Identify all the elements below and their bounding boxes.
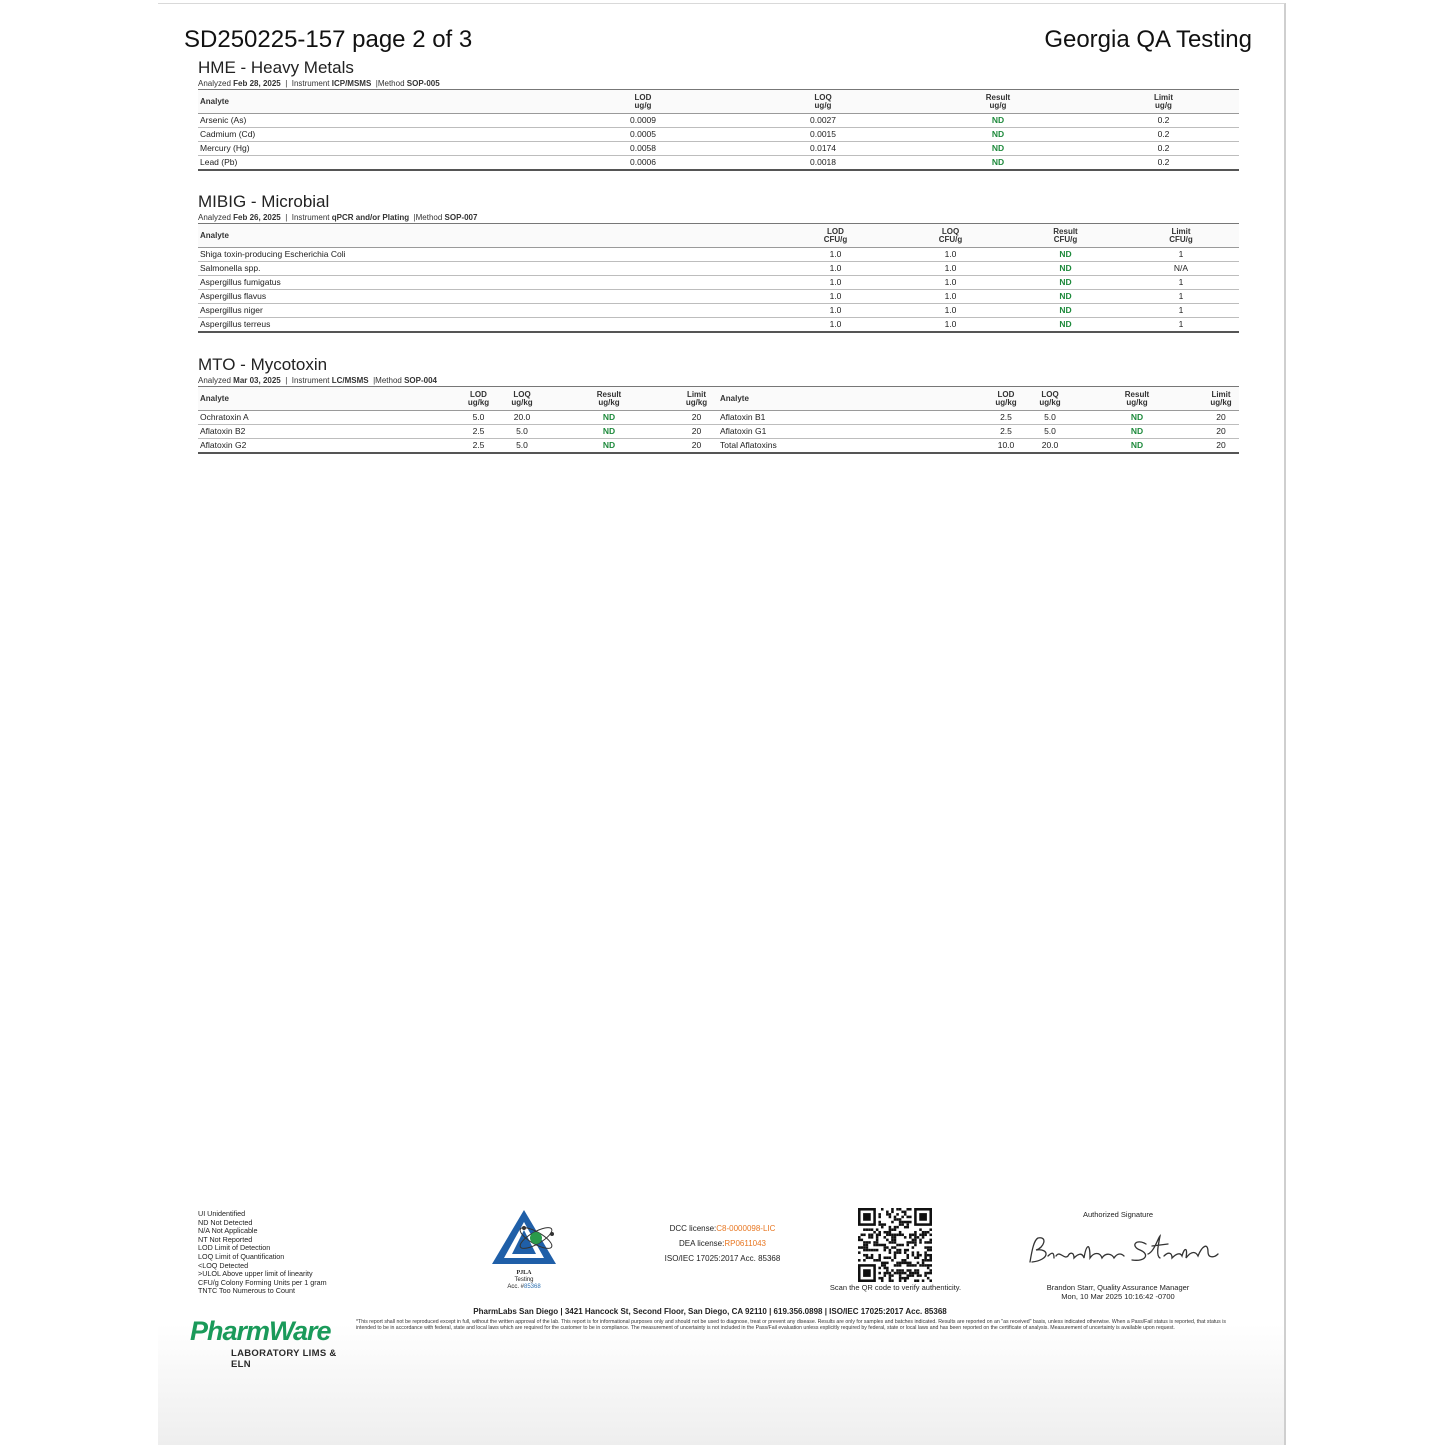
analyte-cell: Total Aflatoxins bbox=[718, 439, 983, 454]
section-meta: Analyzed Feb 28, 2025 | Instrument ICP/MSMS |Method SOP-005 bbox=[198, 79, 440, 88]
mycotoxin-table bbox=[198, 386, 1239, 454]
loq-cell: 1.0 bbox=[893, 304, 1008, 318]
loq-cell: 1.0 bbox=[893, 290, 1008, 304]
lod-cell: 2.5 bbox=[456, 425, 501, 439]
abbreviation-item: >ULOL Above upper limit of linearity bbox=[198, 1269, 313, 1279]
result-cell: ND bbox=[1008, 276, 1123, 290]
result-cell: ND bbox=[1071, 411, 1203, 425]
loq-cell: 5.0 bbox=[501, 425, 543, 439]
col-result: Result ug/kg bbox=[543, 387, 675, 411]
signature-label: Authorized Signature bbox=[1082, 1210, 1154, 1219]
limit-cell: 1 bbox=[1123, 290, 1239, 304]
instrument-label: Instrument bbox=[291, 376, 330, 385]
analyte-cell: Aspergillus flavus bbox=[198, 290, 778, 304]
method-value: SOP-007 bbox=[444, 213, 478, 222]
heavy-metals-table bbox=[198, 89, 1239, 171]
method-label: Method bbox=[415, 213, 443, 222]
iso-accreditation: ISO/IEC 17025:2017 Acc. 85368 bbox=[664, 1254, 781, 1263]
table-row bbox=[198, 439, 1239, 454]
pharmware-logo-subtitle: LABORATORY LIMS & ELN bbox=[231, 1348, 337, 1370]
lod-cell: 10.0 bbox=[983, 439, 1029, 454]
result-cell: ND bbox=[1008, 318, 1123, 333]
result-cell: ND bbox=[1071, 425, 1203, 439]
col-lod: LOD CFU/g bbox=[778, 224, 893, 248]
instrument-value: ICP/MSMS bbox=[331, 79, 372, 88]
lod-cell: 0.0009 bbox=[548, 114, 738, 128]
abbreviation-item: CFU/g Colony Forming Units per 1 gram bbox=[198, 1277, 327, 1287]
section-heavy-metals bbox=[198, 58, 1239, 171]
lab-address: PharmLabs San Diego | 3421 Hancock St, Second Floor, San Diego, CA 92110 | 619.356.0898 | ISO/IEC 17025:2017 Acc. 85368 bbox=[473, 1307, 947, 1316]
limit-cell: 20 bbox=[675, 439, 718, 454]
abbreviation-item: UI Unidentified bbox=[198, 1209, 246, 1218]
section-title: HME - Heavy Metals bbox=[198, 58, 354, 77]
col-limit: Limit ug/g bbox=[1088, 90, 1239, 114]
loq-cell: 0.0015 bbox=[738, 128, 908, 142]
lod-cell: 0.0005 bbox=[548, 128, 738, 142]
limit-cell: 0.2 bbox=[1088, 128, 1239, 142]
col-result: Result ug/g bbox=[908, 90, 1088, 114]
loq-cell: 0.0174 bbox=[738, 142, 908, 156]
abbreviation-item: LOD Limit of Detection bbox=[198, 1243, 271, 1253]
method-value: SOP-005 bbox=[406, 79, 440, 88]
lod-cell: 1.0 bbox=[778, 276, 893, 290]
signer-info bbox=[1025, 1284, 1211, 1301]
analyte-cell: Mercury (Hg) bbox=[198, 142, 548, 156]
loq-cell: 20.0 bbox=[501, 411, 543, 425]
table-row bbox=[198, 425, 1239, 439]
col-analyte: Analyte bbox=[198, 90, 548, 114]
lod-cell: 2.5 bbox=[983, 411, 1029, 425]
result-cell: ND bbox=[1008, 262, 1123, 276]
table-row bbox=[198, 304, 1239, 318]
table-header-row bbox=[198, 90, 1239, 114]
loq-cell: 0.0018 bbox=[738, 156, 908, 171]
loq-cell: 5.0 bbox=[501, 439, 543, 454]
pjla-sub: Testing bbox=[514, 1277, 534, 1283]
analyte-cell: Shiga toxin-producing Escherichia Coli bbox=[198, 248, 778, 262]
instrument-value: qPCR and/or Plating bbox=[331, 213, 410, 222]
license-info bbox=[640, 1221, 805, 1266]
pjla-name: PJLA bbox=[516, 1270, 532, 1276]
col-analyte: Analyte bbox=[198, 387, 456, 411]
lod-cell: 2.5 bbox=[456, 439, 501, 454]
analyte-cell: Salmonella spp. bbox=[198, 262, 778, 276]
result-cell: ND bbox=[908, 156, 1088, 171]
microbial-table bbox=[198, 223, 1239, 333]
result-cell: ND bbox=[1008, 290, 1123, 304]
section-mycotoxin bbox=[198, 355, 1239, 454]
result-cell: ND bbox=[543, 439, 675, 454]
handwritten-signature bbox=[1022, 1228, 1222, 1272]
method-label: Method bbox=[377, 79, 405, 88]
analyzed-label: Analyzed bbox=[198, 213, 231, 222]
abbreviation-item: TNTC Too Numerous to Count bbox=[198, 1286, 295, 1296]
limit-cell: 1 bbox=[1123, 304, 1239, 318]
section-meta: Analyzed Feb 26, 2025 | Instrument qPCR and/or Plating |Method SOP-007 bbox=[198, 213, 478, 222]
table-header-row bbox=[198, 387, 1239, 411]
loq-cell: 1.0 bbox=[893, 262, 1008, 276]
col-limit: Limit ug/kg bbox=[675, 387, 718, 411]
qr-caption: Scan the QR code to verify authenticity. bbox=[829, 1283, 962, 1292]
pharmware-logo bbox=[190, 1316, 340, 1370]
lod-cell: 5.0 bbox=[456, 411, 501, 425]
table-row bbox=[198, 128, 1239, 142]
analyte-cell: Cadmium (Cd) bbox=[198, 128, 548, 142]
col-lod-2: LOD ug/kg bbox=[983, 387, 1029, 411]
result-cell: ND bbox=[908, 114, 1088, 128]
table-header-row bbox=[198, 224, 1239, 248]
lod-cell: 0.0006 bbox=[548, 156, 738, 171]
col-loq: LOQ ug/g bbox=[738, 90, 908, 114]
analyzed-date: Feb 26, 2025 bbox=[233, 213, 281, 222]
analyte-cell: Aflatoxin G1 bbox=[718, 425, 983, 439]
limit-cell: 0.2 bbox=[1088, 142, 1239, 156]
col-analyte-2: Analyte bbox=[718, 387, 983, 411]
loq-cell: 5.0 bbox=[1029, 411, 1071, 425]
col-result-2: Result ug/kg bbox=[1071, 387, 1203, 411]
lod-cell: 2.5 bbox=[983, 425, 1029, 439]
result-cell: ND bbox=[543, 425, 675, 439]
loq-cell: 5.0 bbox=[1029, 425, 1071, 439]
abbreviation-item: <LOQ Detected bbox=[198, 1260, 249, 1270]
instrument-label: Instrument bbox=[291, 79, 330, 88]
pjla-acc: Acc. #85368 bbox=[507, 1284, 541, 1290]
lod-cell: 1.0 bbox=[778, 262, 893, 276]
method-label: Method bbox=[375, 376, 402, 385]
signature-datetime: Mon, 10 Mar 2025 10:16:42 -0700 bbox=[1061, 1291, 1175, 1301]
loq-cell: 20.0 bbox=[1029, 439, 1071, 454]
section-meta: Analyzed Mar 03, 2025 | Instrument LC/MSMS |Method SOP-004 bbox=[198, 376, 437, 385]
table-row bbox=[198, 262, 1239, 276]
result-cell: ND bbox=[543, 411, 675, 425]
result-cell: ND bbox=[1008, 304, 1123, 318]
lod-cell: 0.0058 bbox=[548, 142, 738, 156]
analyzed-date: Mar 03, 2025 bbox=[233, 376, 281, 385]
loq-cell: 0.0027 bbox=[738, 114, 908, 128]
lod-cell: 1.0 bbox=[778, 304, 893, 318]
instrument-label: Instrument bbox=[291, 213, 330, 222]
analyte-cell: Aspergillus niger bbox=[198, 304, 778, 318]
section-title: MIBIG - Microbial bbox=[198, 192, 330, 211]
col-loq: LOQ ug/kg bbox=[501, 387, 543, 411]
qr-code-icon[interactable] bbox=[858, 1208, 932, 1282]
signer-name-title: Brandon Starr, Quality Assurance Manager bbox=[1046, 1283, 1190, 1292]
col-limit: Limit CFU/g bbox=[1123, 224, 1239, 248]
dcc-license: DCC license:C8-0000098-LIC bbox=[669, 1224, 776, 1233]
table-row bbox=[198, 276, 1239, 290]
instrument-value: LC/MSMS bbox=[331, 376, 369, 385]
analyte-cell: Lead (Pb) bbox=[198, 156, 548, 171]
analyzed-label: Analyzed bbox=[198, 79, 231, 88]
analyte-cell: Aspergillus terreus bbox=[198, 318, 778, 333]
limit-cell: 1 bbox=[1123, 276, 1239, 290]
limit-cell: 1 bbox=[1123, 248, 1239, 262]
limit-cell: 20 bbox=[675, 425, 718, 439]
lod-cell: 1.0 bbox=[778, 290, 893, 304]
analyzed-date: Feb 28, 2025 bbox=[233, 79, 281, 88]
result-cell: ND bbox=[908, 142, 1088, 156]
lod-cell: 1.0 bbox=[778, 318, 893, 333]
limit-cell: 1 bbox=[1123, 318, 1239, 333]
abbreviation-item: N/A Not Applicable bbox=[198, 1226, 258, 1236]
table-row bbox=[198, 411, 1239, 425]
col-loq-2: LOQ ug/kg bbox=[1029, 387, 1071, 411]
result-cell: ND bbox=[908, 128, 1088, 142]
table-row bbox=[198, 318, 1239, 333]
analyte-cell: Aspergillus fumigatus bbox=[198, 276, 778, 290]
limit-cell: 0.2 bbox=[1088, 156, 1239, 171]
analyte-cell: Aflatoxin B1 bbox=[718, 411, 983, 425]
method-value: SOP-004 bbox=[404, 376, 437, 385]
section-microbial bbox=[198, 192, 1239, 333]
result-cell: ND bbox=[1071, 439, 1203, 454]
loq-cell: 1.0 bbox=[893, 276, 1008, 290]
table-row bbox=[198, 142, 1239, 156]
abbreviation-item: ND Not Detected bbox=[198, 1217, 253, 1227]
result-cell: ND bbox=[1008, 248, 1123, 262]
document-id: SD250225-157 page 2 of 3 bbox=[184, 26, 473, 53]
loq-cell: 1.0 bbox=[893, 318, 1008, 333]
table-row bbox=[198, 290, 1239, 304]
loq-cell: 1.0 bbox=[893, 248, 1008, 262]
abbreviation-item: NT Not Reported bbox=[198, 1234, 253, 1244]
lab-name: Georgia QA Testing bbox=[1044, 26, 1252, 53]
abbreviation-legend bbox=[198, 1210, 327, 1296]
abbreviation-item: LOQ Limit of Quantification bbox=[198, 1251, 285, 1261]
analyzed-label: Analyzed bbox=[198, 376, 231, 385]
analyte-cell: Arsenic (As) bbox=[198, 114, 548, 128]
col-analyte: Analyte bbox=[198, 224, 778, 248]
lod-cell: 1.0 bbox=[778, 248, 893, 262]
col-lod: LOD ug/g bbox=[548, 90, 738, 114]
limit-cell: 20 bbox=[1203, 425, 1239, 439]
disclaimer-text: *This report shall not be reproduced except in full, without the written approval of the lab. This report is for informational purposes only and should not be used to diagnose, treat or prevent any disease. Results are only for samples and batches indicated. Results are reported on an "as received" basis, unless indicated otherwise. When a Pass/Fail status is reported, that status is intended to be in accordance with federal, state and local laws which are required for the customer to be in compliance. The measurement of uncertainty is not included in the Pass/Fail evaluation unless explicitly required by federal, state or local laws and has been reported on the certificate of analysis. Measurement of uncertainty is available upon request. bbox=[356, 1319, 1226, 1331]
limit-cell: 20 bbox=[675, 411, 718, 425]
table-row bbox=[198, 114, 1239, 128]
analyte-cell: Aflatoxin B2 bbox=[198, 425, 456, 439]
pjla-logo-icon bbox=[488, 1208, 560, 1270]
dea-license: DEA license:RP0611043 bbox=[678, 1239, 767, 1248]
col-limit-2: Limit ug/kg bbox=[1203, 387, 1239, 411]
section-title: MTO - Mycotoxin bbox=[198, 355, 328, 374]
limit-cell: 0.2 bbox=[1088, 114, 1239, 128]
col-loq: LOQ CFU/g bbox=[893, 224, 1008, 248]
col-result: Result CFU/g bbox=[1008, 224, 1123, 248]
analyte-cell: Ochratoxin A bbox=[198, 411, 456, 425]
limit-cell: N/A bbox=[1123, 262, 1239, 276]
table-row bbox=[198, 248, 1239, 262]
analyte-cell: Aflatoxin G2 bbox=[198, 439, 456, 454]
table-row bbox=[198, 156, 1239, 171]
pjla-accreditation-badge bbox=[488, 1208, 560, 1288]
limit-cell: 20 bbox=[1203, 411, 1239, 425]
pharmware-logo-text: PharmWare bbox=[190, 1316, 331, 1346]
limit-cell: 20 bbox=[1203, 439, 1239, 454]
col-lod: LOD ug/kg bbox=[456, 387, 501, 411]
